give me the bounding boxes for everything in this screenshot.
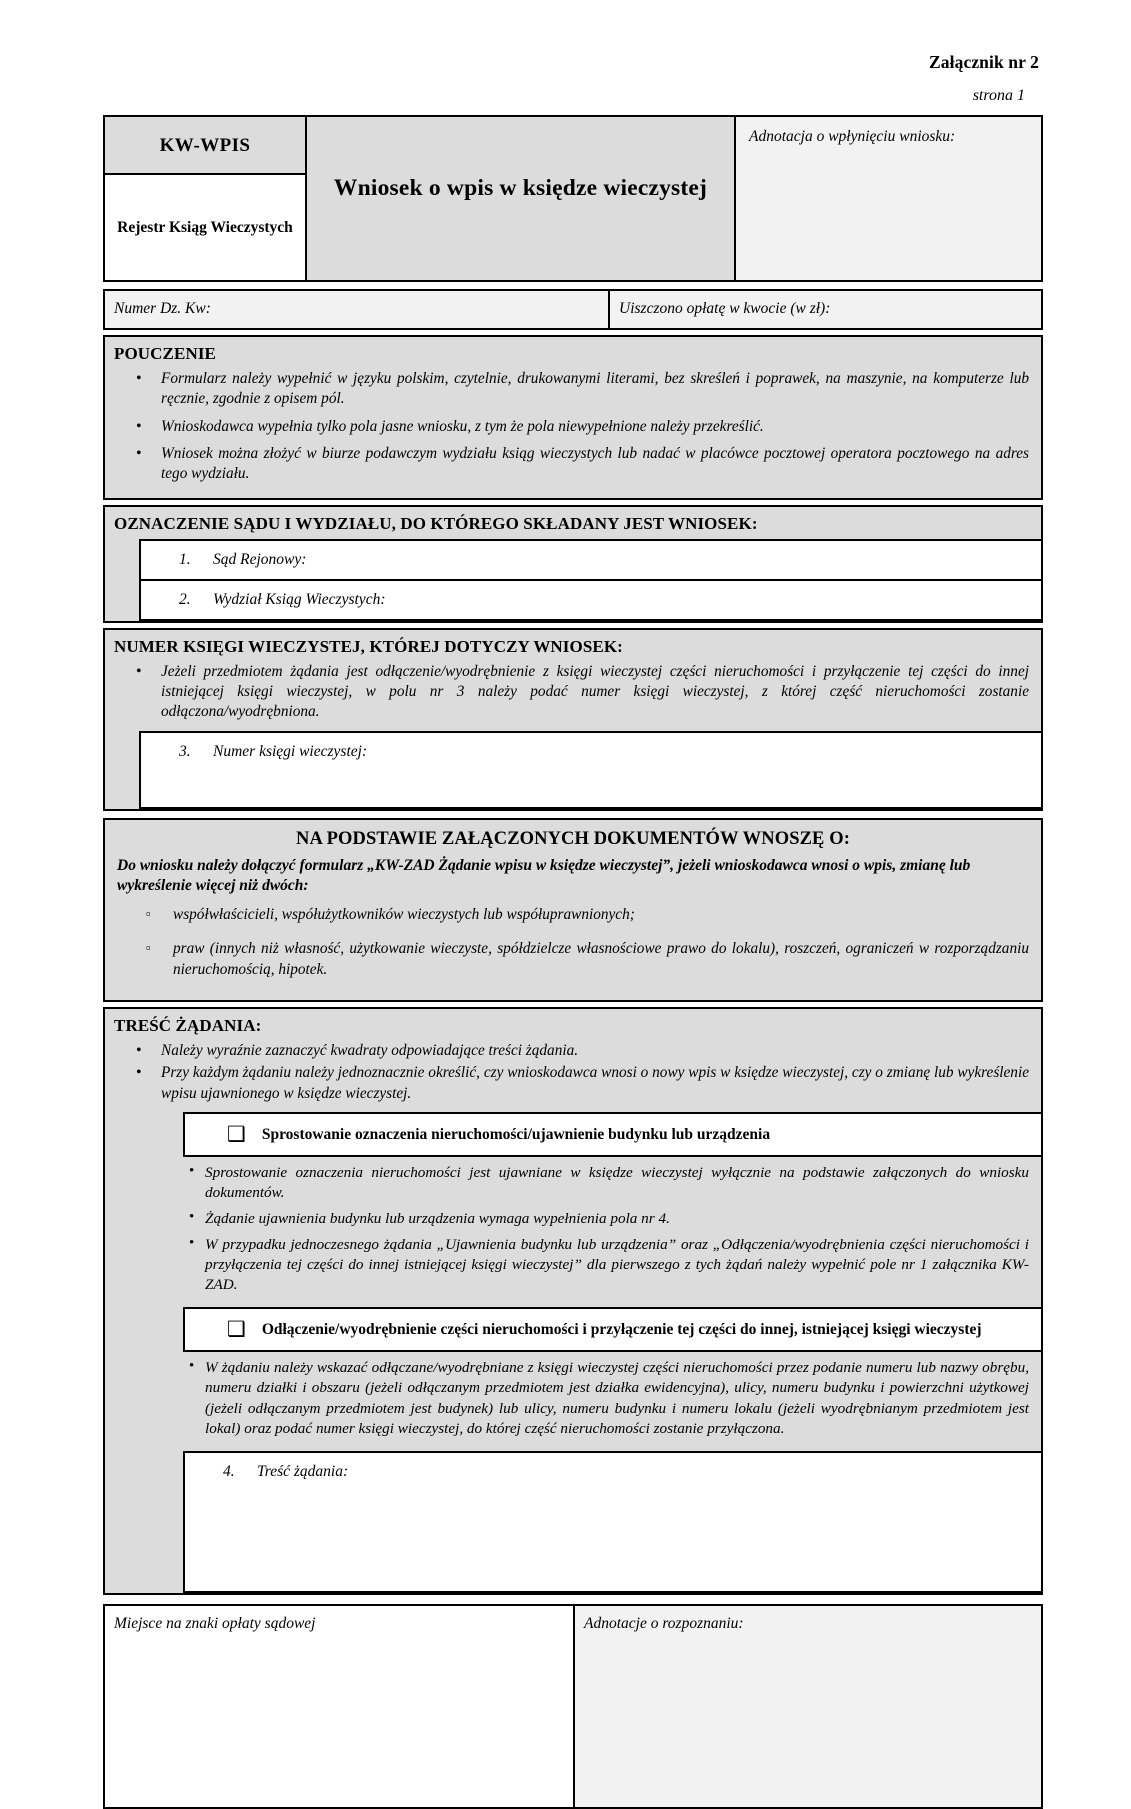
kw-number-note-list xyxy=(105,662,1041,731)
fee-paid-label: Uiszczono opłatę w kwocie (w zł): xyxy=(619,300,831,317)
field-number: 4. xyxy=(223,1462,235,1480)
request-note-list xyxy=(105,1041,1041,1112)
list-item: • Formularz należy wypełnić w języku polskim, czytelnie, drukowanymi literami, bez skreśleń i poprawek, na maszynie, na komputerze lub ręcznie, zgodnie z opisem pól. xyxy=(105,369,1031,417)
decision-annotation-area[interactable] xyxy=(575,1606,1041,1807)
field-label: Treść żądania: xyxy=(257,1462,349,1480)
left-gutter-inner xyxy=(139,1157,183,1307)
request-heading: TREŚĆ ŻĄDANIA: xyxy=(114,1016,262,1035)
list-item: ▫ praw (innych niż własność, użytkowanie wieczyste, spółdzielcze własnościowe prawo do lokalu), roszczeń, ograniczeń w rozporządzaniu nieruchomością, hipotek. xyxy=(105,939,1031,994)
checkbox-icon[interactable]: ❑ xyxy=(227,1122,246,1147)
request-option-2-label: Odłączenie/wyodrębnienie części nieruchomości i przyłączenie tej części do innej, istniejącej księgi wieczystej xyxy=(261,1320,982,1338)
page-number: strona 1 xyxy=(972,87,1025,104)
field-label: Numer księgi wieczystej: xyxy=(213,742,368,760)
field-number: 1. xyxy=(179,550,191,568)
list-item: • Sprostowanie oznaczenia nieruchomości jest ujawniane w księdze wieczystej wyłącznie na podstawie załączonych do wniosku dokumentów. xyxy=(183,1163,1033,1209)
court-section xyxy=(103,505,1043,623)
request-option-2-notes xyxy=(183,1352,1041,1450)
field-court-department[interactable] xyxy=(141,579,1041,619)
list-item: • Przy każdym żądaniu należy jednoznacznie określić, czy wnioskodawca wnosi o nowy wpis w księdze wieczystej, czy o zmianę lub wykreślenie wpisu ujawnionego w księdze wieczystej. xyxy=(105,1063,1031,1106)
list-item: ▫ współwłaścicieli, współużytkowników wieczystych lub współuprawnionych; xyxy=(105,905,1031,939)
kw-number-heading: NUMER KSIĘGI WIECZYSTEJ, KTÓREJ DOTYCZY WNIOSEK: xyxy=(114,636,623,656)
basis-section xyxy=(103,818,1043,1002)
court-fields-box xyxy=(139,539,1041,621)
bottom-block xyxy=(103,1604,1043,1809)
left-gutter xyxy=(105,1352,139,1450)
list-item: • Należy wyraźnie zaznaczyć kwadraty odpowiadające treści żądania. xyxy=(105,1041,1031,1063)
dzkw-number-label: Numer Dz. Kw: xyxy=(114,300,211,317)
basis-lead-note: Do wniosku należy dołączyć formularz „KW-ZAD Żądanie wpisu w księdze wieczystej”, jeżeli wnioskodawca wnosi o wpis, zmianę lub wykreślenie więcej niż dwóch: xyxy=(117,856,971,895)
request-option-2[interactable] xyxy=(183,1307,1041,1352)
court-fee-stamp-area[interactable] xyxy=(105,1606,575,1807)
request-content-wrap xyxy=(105,1451,1041,1593)
court-fields-wrap xyxy=(105,539,1041,621)
left-gutter xyxy=(105,539,139,621)
request-section xyxy=(103,1007,1043,1595)
left-gutter-inner xyxy=(139,1451,183,1593)
request-option-2-note-list xyxy=(183,1352,1033,1450)
field-label: Wydział Ksiąg Wieczystych: xyxy=(213,590,386,608)
fee-paid-field[interactable] xyxy=(610,291,1041,328)
left-gutter xyxy=(105,1157,139,1307)
receipt-annotation-label: Adnotacja o wpłynięciu wniosku: xyxy=(749,128,956,145)
pouczenie-list xyxy=(105,369,1041,498)
request-option-1-notes-wrap xyxy=(105,1157,1041,1307)
list-item: • W żądaniu należy wskazać odłączane/wyodrębniane z księgi wieczystej części nieruchomości przez podanie numeru lub nazwy obrębu, numeru działki i obszaru (jeżeli odłączanym przedmiotem jest działka ewidencyjna), ulicy, numeru budynku i powierzchni użytkowej (jeżeli odłączanym przedmiotem jest budynek) lub ulicy, numeru budynku i numeru lokalu (jeżeli wyodrębnianym przedmiotem jest lokal) oraz podać numer księgi wieczystej, do której część nieruchomości zostanie przyłączona. xyxy=(183,1358,1033,1444)
court-fee-stamp-label: Miejsce na znaki opłaty sądowej xyxy=(114,1614,316,1632)
list-item: • Jeżeli przedmiotem żądania jest odłączenie/wyodrębnienie z księgi wieczystej części nieruchomości i przyłączenie tej części do innej istniejącej księgi wieczystej, w polu nr 3 należy podać numer księgi wieczystej, z której część nieruchomości zostanie odłączona/wyodrębniona. xyxy=(105,662,1031,725)
register-name: Rejestr Ksiąg Wieczystych xyxy=(105,175,305,280)
decision-annotation-label: Adnotacje o rozpoznaniu: xyxy=(584,1614,744,1632)
field-label: Sąd Rejonowy: xyxy=(213,550,307,568)
checkbox-icon[interactable]: ❑ xyxy=(227,1317,246,1342)
request-option-1-notes xyxy=(183,1157,1041,1307)
field-number: 3. xyxy=(179,742,191,760)
kw-number-field-box xyxy=(139,731,1041,809)
dzkw-number-field[interactable] xyxy=(105,291,610,328)
request-option-1[interactable] xyxy=(183,1112,1041,1157)
left-gutter xyxy=(105,1112,139,1157)
left-gutter-inner xyxy=(139,1352,183,1450)
form-identity-column xyxy=(105,117,307,280)
list-item: • Żądanie ujawnienia budynku lub urządzenia wymaga wypełnienia pola nr 4. xyxy=(183,1209,1033,1235)
field-request-content[interactable] xyxy=(185,1453,1041,1591)
list-item: • W przypadku jednoczesnego żądania „Ujawnienia budynku lub urządzenia” oraz „Odłączenia/wyodrębnienia części nieruchomości i przyłączenia tej części do innej istniejącej księgi wieczystej” dla pierwszego z tych żądań należy wypełnić pole nr 1 załącznika KW-ZAD. xyxy=(183,1235,1033,1301)
list-item: • Wniosek można złożyć w biurze podawczym wydziału ksiąg wieczystych lub nadać w placówce pocztowej operatora pocztowego na adres tego wydziału. xyxy=(105,444,1031,492)
attachment-number: Załącznik nr 2 xyxy=(929,52,1039,72)
left-gutter xyxy=(105,1307,139,1352)
left-gutter-inner xyxy=(139,1307,183,1352)
request-option-1-label: Sprostowanie oznaczenia nieruchomości/ujawnienie budynku lub urządzenia xyxy=(261,1125,771,1143)
dzkw-block xyxy=(103,289,1043,330)
request-option-2-wrap xyxy=(105,1307,1041,1352)
basis-list xyxy=(105,905,1041,1000)
field-number: 2. xyxy=(179,590,191,608)
left-gutter xyxy=(105,731,139,809)
form-code: KW-WPIS xyxy=(105,117,305,175)
list-item: • Wnioskodawca wypełnia tylko pola jasne wniosku, z tym że pola niewypełnione należy przekreślić. xyxy=(105,417,1031,444)
request-option-1-note-list xyxy=(183,1157,1033,1307)
page-title: Wniosek o wpis w księdze wieczystej xyxy=(333,175,708,201)
request-option-2-notes-wrap xyxy=(105,1352,1041,1450)
kw-number-section xyxy=(103,628,1043,811)
pouczenie-section xyxy=(103,335,1043,500)
field-court-name[interactable] xyxy=(141,541,1041,579)
left-gutter-inner xyxy=(139,1112,183,1157)
kw-number-field-wrap xyxy=(105,731,1041,809)
pouczenie-heading: POUCZENIE xyxy=(114,344,216,363)
receipt-annotation-box[interactable] xyxy=(736,117,1041,280)
document-header xyxy=(0,0,1131,105)
basis-heading: NA PODSTAWIE ZAŁĄCZONYCH DOKUMENTÓW WNOSZĘ O: xyxy=(296,828,850,849)
request-content-box xyxy=(183,1451,1041,1593)
title-block xyxy=(103,115,1043,282)
request-option-1-wrap xyxy=(105,1112,1041,1157)
field-kw-number[interactable] xyxy=(141,733,1041,807)
court-section-heading: OZNACZENIE SĄDU I WYDZIAŁU, DO KTÓREGO SKŁADANY JEST WNIOSEK: xyxy=(114,513,758,533)
main-title-cell xyxy=(307,117,736,280)
left-gutter xyxy=(105,1451,139,1593)
